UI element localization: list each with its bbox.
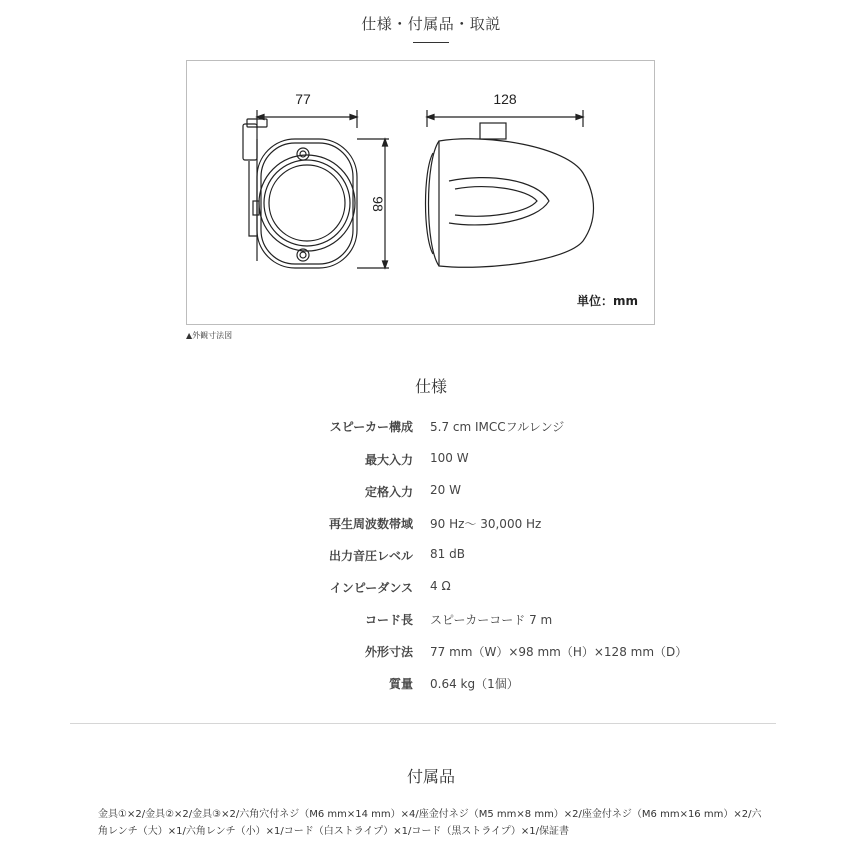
- spec-row: [0, 483, 862, 503]
- spec-row: [0, 515, 862, 535]
- spec-label: 定格入力: [364, 485, 413, 499]
- unit-label: 単位：mm: [576, 294, 638, 308]
- page-title: 仕様・付属品・取説: [361, 15, 501, 33]
- spec-value: 20 W: [430, 483, 461, 497]
- side-depth-dimension: [427, 110, 583, 127]
- dimension-diagram: [186, 60, 655, 325]
- spec-value: 81 dB: [430, 547, 465, 561]
- specs-title: 仕様: [414, 377, 447, 396]
- spec-value: スピーカーコード 7 m: [430, 613, 553, 627]
- title-underline: [413, 42, 449, 43]
- side-view-drawing: [426, 123, 594, 267]
- front-view-drawing: [243, 119, 357, 268]
- spec-value: 90 Hz〜 30,000 Hz: [430, 517, 542, 531]
- spec-label: 質量: [388, 677, 413, 691]
- spec-label: 外形寸法: [364, 645, 413, 659]
- spec-label: 出力音圧レベル: [328, 549, 413, 563]
- accessories-title: 付属品: [406, 767, 455, 786]
- spec-value: 5.7 cm IMCCフルレンジ: [430, 420, 565, 434]
- spec-label: 再生周波数帯域: [328, 517, 413, 531]
- spec-value: 4 Ω: [430, 579, 451, 593]
- width-value: 77: [295, 91, 311, 107]
- spec-row: [0, 451, 862, 471]
- section-divider: [70, 723, 776, 724]
- spec-row: [0, 675, 862, 695]
- spec-value: 0.64 kg（1個）: [430, 677, 519, 691]
- figure-caption: ▲外観寸法図: [186, 331, 233, 340]
- spec-row: [0, 579, 862, 599]
- accessories-list: 金具①×2/金具②×2/金具③×2/六角穴付ネジ（M6 mm×14 mm）×4/座金付ネジ（M5 mm×8 mm）×2/座金付ネジ（M6 mm×16 mm）×2/六角レンチ（大）×1/六角レンチ（小）×1/コード（白ストライプ）×1/コード（黒ストライプ）×1/保証書: [98, 809, 762, 837]
- spec-row: [0, 643, 862, 663]
- spec-row: [0, 418, 862, 438]
- spec-row: [0, 611, 862, 631]
- spec-label: 最大入力: [364, 453, 413, 467]
- spec-value: 77 mm（W）×98 mm（H）×128 mm（D）: [430, 645, 688, 659]
- spec-row: [0, 547, 862, 567]
- dimension-drawing: [187, 61, 656, 326]
- spec-label: コード長: [364, 613, 413, 627]
- height-value: 98: [370, 196, 386, 212]
- spec-label: スピーカー構成: [329, 420, 413, 434]
- spec-value: 100 W: [430, 451, 469, 465]
- spec-label: インピーダンス: [329, 581, 413, 595]
- front-width-dimension: [257, 110, 357, 128]
- depth-value: 128: [493, 91, 517, 107]
